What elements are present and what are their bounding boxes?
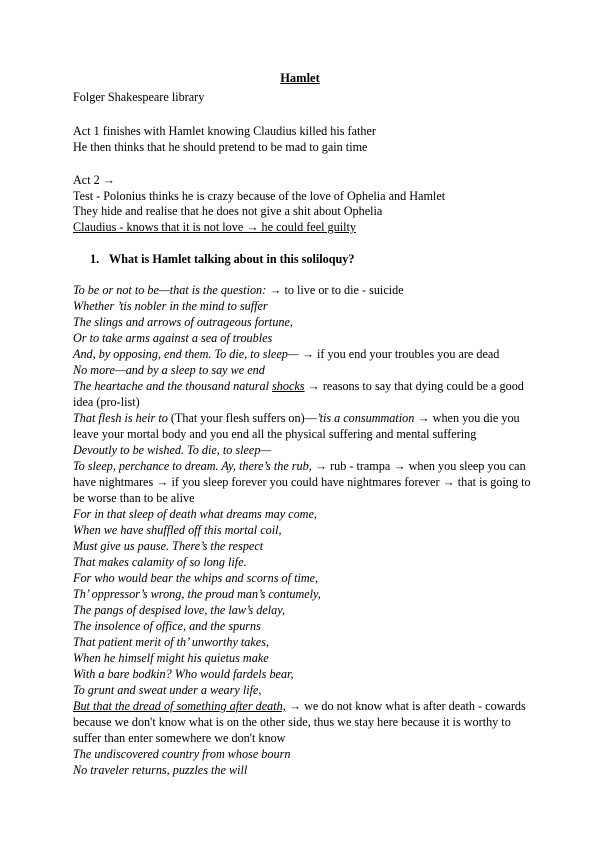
soliloquy-line <box>73 282 404 298</box>
act2-line: They hide and realise that he does not give a shit about Ophelia <box>73 204 383 218</box>
soliloquy-line: Whether ’tis nobler in the mind to suffer <box>73 299 268 313</box>
note-line: suffer than enter somewhere we don't know <box>73 731 286 745</box>
act2-line: Test - Polonius thinks he is crazy because of the love of Ophelia and Hamlet <box>73 189 446 203</box>
note-line: have nightmares → if you sleep forever you could have nightmares forever → that is going to <box>73 475 531 489</box>
quote-text: To be or not to be—that is the question: <box>73 283 267 297</box>
soliloquy-line: Th’ oppressor’s wrong, the proud man’s contumely, <box>73 587 321 601</box>
soliloquy-line: That makes calamity of so long life. <box>73 555 247 569</box>
quote-text: ’tis a consummation <box>316 411 415 425</box>
underlined-word: shocks <box>272 379 305 393</box>
act2-heading: Act 2 → <box>73 173 115 187</box>
question-number: 1. <box>90 252 100 266</box>
soliloquy-line: For in that sleep of death what dreams may come, <box>73 507 317 521</box>
soliloquy-line <box>73 346 499 362</box>
soliloquy-line: For who would bear the whips and scorns of time, <box>73 571 319 585</box>
act1-line: Act 1 finishes with Hamlet knowing Claudius killed his father <box>73 124 376 138</box>
note-text: → rub - trampa → when you sleep you can <box>311 459 526 473</box>
act2-line: Claudius - knows that it is not love → he could feel guilty <box>73 220 356 234</box>
quote-text: To sleep, perchance to dream. Ay, there’s the rub, <box>73 459 312 473</box>
subtitle: Folger Shakespeare library <box>73 90 205 104</box>
soliloquy-line: The slings and arrows of outrageous fortune, <box>73 315 293 329</box>
note-text: → when you die you <box>414 411 520 425</box>
soliloquy-line <box>73 458 526 474</box>
note-text: (That your flesh suffers on)— <box>167 411 317 425</box>
act1-line: He then thinks that he should pretend to be mad to gain time <box>73 140 368 154</box>
soliloquy-line: That patient merit of th’ unworthy takes, <box>73 635 270 649</box>
soliloquy-line <box>73 410 520 426</box>
soliloquy-line <box>73 698 526 714</box>
soliloquy-line: When we have shuffled off this mortal coil, <box>73 523 282 537</box>
soliloquy-line: The undiscovered country from whose bourn <box>73 747 291 761</box>
quote-text: But that the dread of something after death, <box>73 699 286 713</box>
note-text: → reasons to say that dying could be a good <box>304 379 524 393</box>
note-text: → to live or to die - suicide <box>266 283 404 297</box>
quote-text: And, by opposing, end them. To die, to sleep— <box>73 347 299 361</box>
soliloquy-line: With a bare bodkin? Who would fardels bear, <box>73 667 294 681</box>
note-line: leave your mortal body and you end all the physical suffering and mental suffering <box>73 427 477 441</box>
soliloquy-line: No more—and by a sleep to say we end <box>73 363 265 377</box>
soliloquy-line: Or to take arms against a sea of troubles <box>73 331 273 345</box>
note-line: idea (pro-list) <box>73 395 140 409</box>
soliloquy-line: Devoutly to be wished. To die, to sleep— <box>73 443 272 457</box>
soliloquy-line: The insolence of office, and the spurns <box>73 619 261 633</box>
soliloquy-line <box>73 378 524 394</box>
quote-text: That flesh is heir to <box>73 411 168 425</box>
quote-text: The heartache and the thousand natural <box>73 379 273 393</box>
note-line: be worse than to be alive <box>73 491 195 505</box>
soliloquy-line: No traveler returns, puzzles the will <box>73 763 248 777</box>
soliloquy-line: When he himself might his quietus make <box>73 651 269 665</box>
soliloquy-line: To grunt and sweat under a weary life, <box>73 683 262 697</box>
soliloquy-line: Must give us pause. There’s the respect <box>73 539 264 553</box>
note-text: → if you end your troubles you are dead <box>298 347 500 361</box>
question-text: What is Hamlet talking about in this soliloquy? <box>109 252 355 266</box>
page-title: Hamlet <box>280 71 320 85</box>
note-line: because we don't know what is on the other side, thus we stay here because it is worthy to <box>73 715 511 729</box>
soliloquy-line: The pangs of despised love, the law’s delay, <box>73 603 286 617</box>
note-text: → we do not know what is after death - cowards <box>285 699 526 713</box>
